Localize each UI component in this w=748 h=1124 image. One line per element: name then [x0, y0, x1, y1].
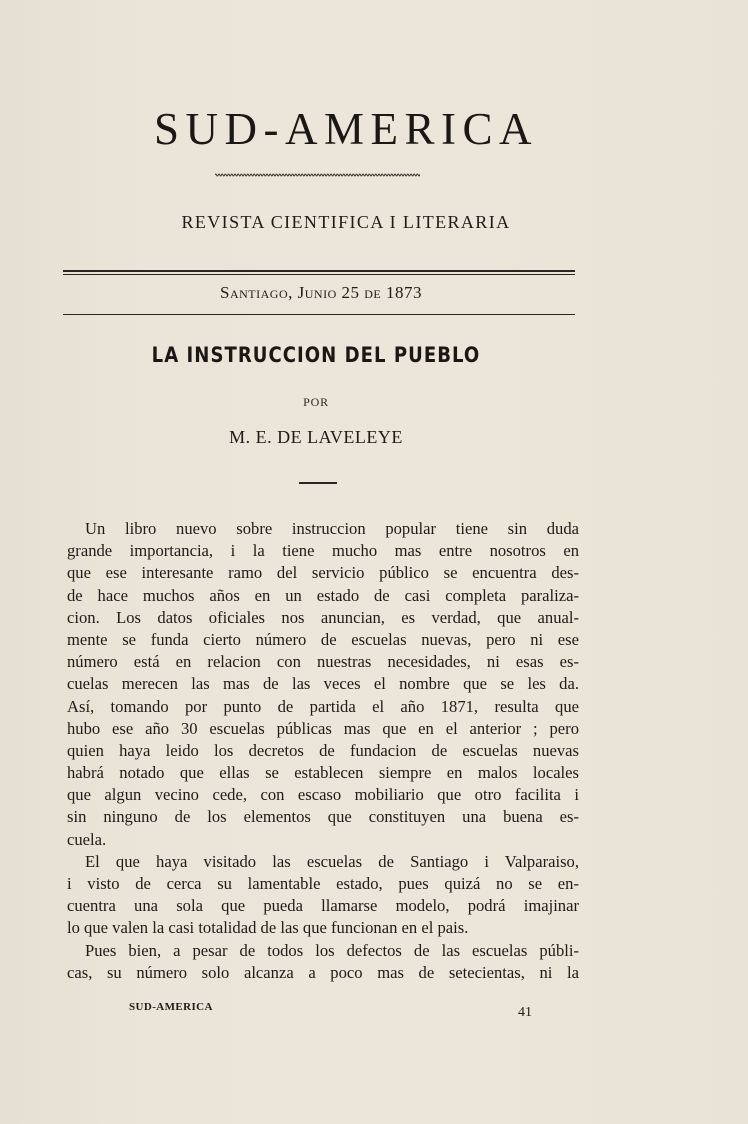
- wavy-ornament-rule: [215, 172, 420, 178]
- body-line: sin ninguno de los elementos que constituyen una buena es-: [67, 807, 579, 827]
- body-line: quien haya leido los decretos de fundacion de escuelas nuevas: [67, 740, 579, 760]
- page-number: 41: [518, 1005, 532, 1020]
- body-line: Así, tomando por punto de partida el año 1871, resulta que: [67, 696, 579, 716]
- body-line: grande importancia, i la tiene mucho mas entre nosotros en: [67, 541, 579, 561]
- byline-label: POR: [303, 395, 329, 409]
- body-line: número está en relacion con nuestras necesidades, ni esas es-: [67, 652, 579, 672]
- body-line: lo que valen la casi totalidad de las que funcionan en el pais.: [67, 918, 469, 938]
- dateline-text: Santiago, Junio 25 de 1873: [220, 283, 422, 302]
- body-line: habrá notado que ellas se establecen siempre en malos locales: [67, 763, 579, 783]
- article-title: LA INSTRUCCION DEL PUEBLO: [151, 343, 481, 367]
- body-line: mente se funda cierto número de escuelas nuevas, pero ni ese: [67, 629, 579, 649]
- short-rule-divider: [299, 482, 337, 484]
- article-body: [67, 518, 579, 984]
- body-line: cuentra una sola que pueda llamarse modelo, podrá imajinar: [67, 896, 579, 916]
- body-line: cion. Los datos oficiales nos anuncian, es verdad, que anual-: [67, 607, 579, 627]
- body-line: cuelas merecen las mas de las veces el nombre que se les da.: [67, 674, 579, 694]
- article-author: M. E. DE LAVELEYE: [229, 427, 403, 447]
- body-line: de hace muchos años en un estado de casi completa paraliza-: [67, 585, 579, 605]
- masthead-title: SUD-AMERICA: [153, 104, 539, 154]
- footer-signature: SUD-AMERICA: [129, 1001, 213, 1013]
- body-line: cuela.: [67, 829, 107, 849]
- single-rule-divider: [63, 314, 575, 315]
- double-rule-divider: [63, 270, 575, 275]
- body-line: Un libro nuevo sobre instruccion popular tiene sin duda: [85, 519, 579, 538]
- body-line: que ese interesante ramo del servicio público se encuentra des-: [67, 563, 579, 583]
- body-line: i visto de cerca su lamentable estado, pues quizá no se en-: [67, 874, 579, 893]
- masthead-subtitle: REVISTA CIENTIFICA I LITERARIA: [181, 212, 511, 232]
- body-line: El que haya visitado las escuelas de Santiago i Valparaiso,: [85, 851, 579, 871]
- body-line: Pues bien, a pesar de todos los defectos de las escuelas públi-: [85, 940, 579, 960]
- dateline: [0, 283, 642, 303]
- body-line: que algun vecino cede, con escaso mobiliario que otro facilita i: [67, 785, 579, 805]
- body-line: hubo ese año 30 escuelas públicas mas que en el anterior ; pero: [67, 718, 579, 738]
- body-line: cas, su número solo alcanza a poco mas de setecientas, ni la: [67, 962, 579, 982]
